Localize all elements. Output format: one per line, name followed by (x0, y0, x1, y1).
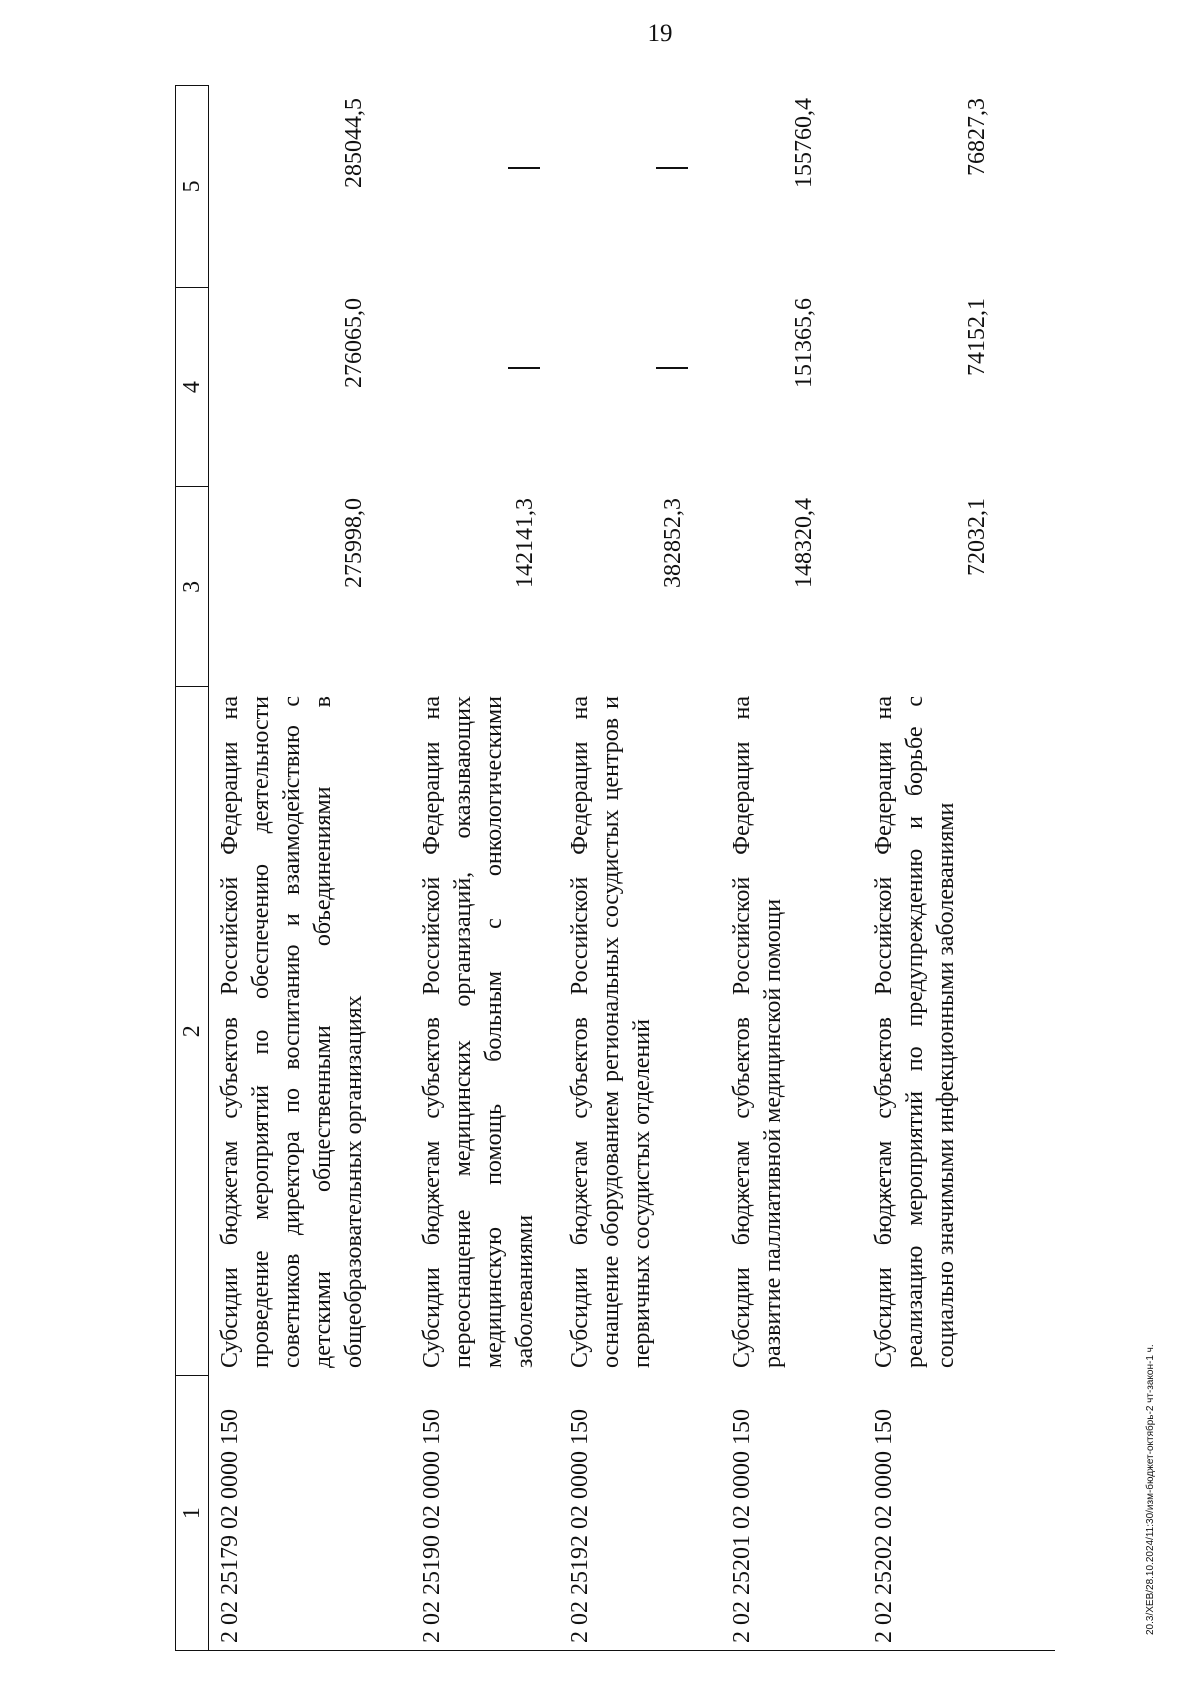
header-col-1: 1 (176, 1375, 208, 1650)
left-border (209, 1650, 1055, 1651)
header-col-3: 3 (176, 486, 208, 686)
header-col-5: 5 (178, 180, 205, 193)
row-col4-value: 74152,1 (964, 298, 990, 376)
row-col5-value: 285044,5 (341, 98, 367, 188)
row-col4-value: 151365,6 (791, 298, 817, 388)
row-code: 2 02 25192 02 0000 150 (567, 1409, 593, 1643)
document-stamp (1145, 75, 1165, 1635)
table-header-row (175, 85, 209, 1651)
header-col-2: 2 (176, 686, 208, 1375)
row-col4-dash (508, 367, 540, 369)
row-col5-value: 76827,3 (964, 98, 990, 176)
row-col4-value: 276065,0 (341, 298, 367, 388)
row-col3-value: 148320,4 (791, 498, 817, 588)
row-code: 2 02 25190 02 0000 150 (419, 1409, 445, 1643)
row-col3-value: 275998,0 (341, 498, 367, 588)
document-stamp-text: 20.3/XEB/28.10.2024/11:30/изм-бюджет-октябрь-2 чт-закон-1 ч. (1145, 1344, 1156, 1635)
row-code: 2 02 25179 02 0000 150 (217, 1409, 243, 1643)
row-col5-dash (656, 167, 688, 169)
row-code: 2 02 25201 02 0000 150 (729, 1409, 755, 1643)
row-col3-value: 142141,3 (512, 498, 538, 588)
header-col-4: 4 (176, 287, 208, 487)
row-description: Субсидии бюджетам субъектов Российской Федерации на проведение мероприятий по обеспечению деятельности советников директора по воспитанию и взаимодействию с детскими общественными объединениями в общеобразовательных организациях (217, 696, 367, 1368)
page-number: 19 (647, 20, 673, 47)
table-body (209, 85, 1055, 1651)
row-col5-dash (508, 167, 540, 169)
row-col4-dash (656, 367, 688, 369)
row-code: 2 02 25202 02 0000 150 (871, 1409, 897, 1643)
row-description: Субсидии бюджетам субъектов Российской Федерации на переоснащение медицинских организаций, оказывающих медицинскую помощь больным с онкологическими заболеваниями (419, 696, 538, 1368)
row-col5-value: 155760,4 (791, 98, 817, 188)
row-description: Субсидии бюджетам субъектов Российской Федерации на оснащение оборудованием региональных сосудистых центров и первичных сосудистых отделений (567, 696, 655, 1368)
row-col3-value: 72032,1 (964, 498, 990, 576)
row-col3-value: 382852,3 (660, 498, 686, 588)
row-description: Субсидии бюджетам субъектов Российской Федерации на развитие паллиативной медицинской помощи (729, 696, 786, 1368)
row-description: Субсидии бюджетам субъектов Российской Федерации на реализацию мероприятий по предупреждению и борьбе с социально значимыми инфекционными заболеваниями (871, 696, 959, 1368)
